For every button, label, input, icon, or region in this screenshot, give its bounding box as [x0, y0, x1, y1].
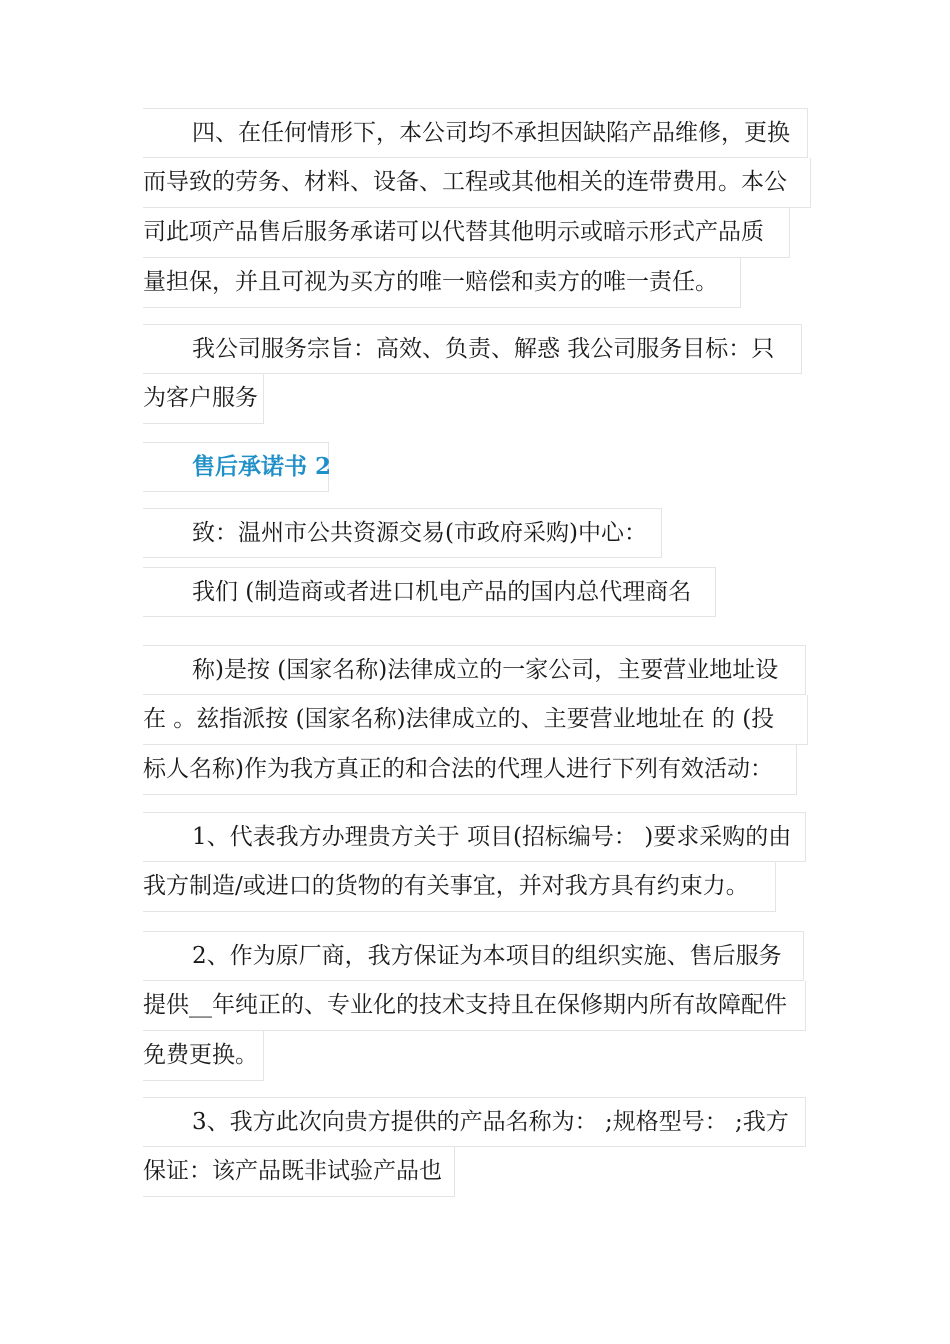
text-line: 而导致的劳务、材料、设备、工程或其他相关的连带费用。本公	[143, 158, 811, 208]
text-line: 量担保，并且可视为买方的唯一赔偿和卖方的唯一责任。	[143, 258, 741, 308]
paragraph-addressee	[143, 508, 662, 558]
text-line: 为客户服务	[143, 374, 264, 424]
heading-text: 售后承诺书 2	[143, 442, 329, 492]
paragraph-item-1	[143, 812, 806, 912]
text-line: 我们 (制造商或者进口机电产品的国内总代理商名	[143, 567, 716, 617]
text-line: 我公司服务宗旨：高效、负责、解惑 我公司服务目标：只	[143, 324, 802, 374]
paragraph-item-2	[143, 931, 806, 1081]
text-line: 1、代表我方办理贵方关于 项目(招标编号： )要求采购的由	[143, 812, 806, 862]
paragraph-service-purpose	[143, 324, 802, 424]
text-line: 提供__年纯正的、专业化的技术支持且在保修期内所有故障配件	[143, 981, 806, 1031]
text-line: 标人名称)作为我方真正的和合法的代理人进行下列有效活动：	[143, 745, 797, 795]
text-line: 3、我方此次向贵方提供的产品名称为： ;规格型号： ;我方	[143, 1097, 806, 1147]
paragraph-we	[143, 567, 716, 617]
text-line: 2、作为原厂商，我方保证为本项目的组织实施、售后服务	[143, 931, 804, 981]
text-line: 在 。兹指派按 (国家名称)法律成立的、主要营业地址在 的 (投	[143, 695, 808, 745]
paragraph-item-3	[143, 1097, 806, 1197]
text-line: 我方制造/或进口的货物的有关事宜，并对我方具有约束力。	[143, 862, 776, 912]
text-line: 致：温州市公共资源交易(市政府采购)中心：	[143, 508, 662, 558]
text-line: 免费更换。	[143, 1031, 264, 1081]
text-line: 司此项产品售后服务承诺可以代替其他明示或暗示形式产品质	[143, 208, 790, 258]
text-line: 称)是按 (国家名称)法律成立的一家公司，主要营业地址设	[143, 645, 806, 695]
paragraph-liability	[143, 108, 811, 308]
paragraph-company	[143, 645, 808, 795]
section-heading	[143, 442, 332, 492]
text-line: 四、在任何情形下，本公司均不承担因缺陷产品维修，更换	[143, 108, 808, 158]
text-line: 保证：该产品既非试验产品也	[143, 1147, 455, 1197]
